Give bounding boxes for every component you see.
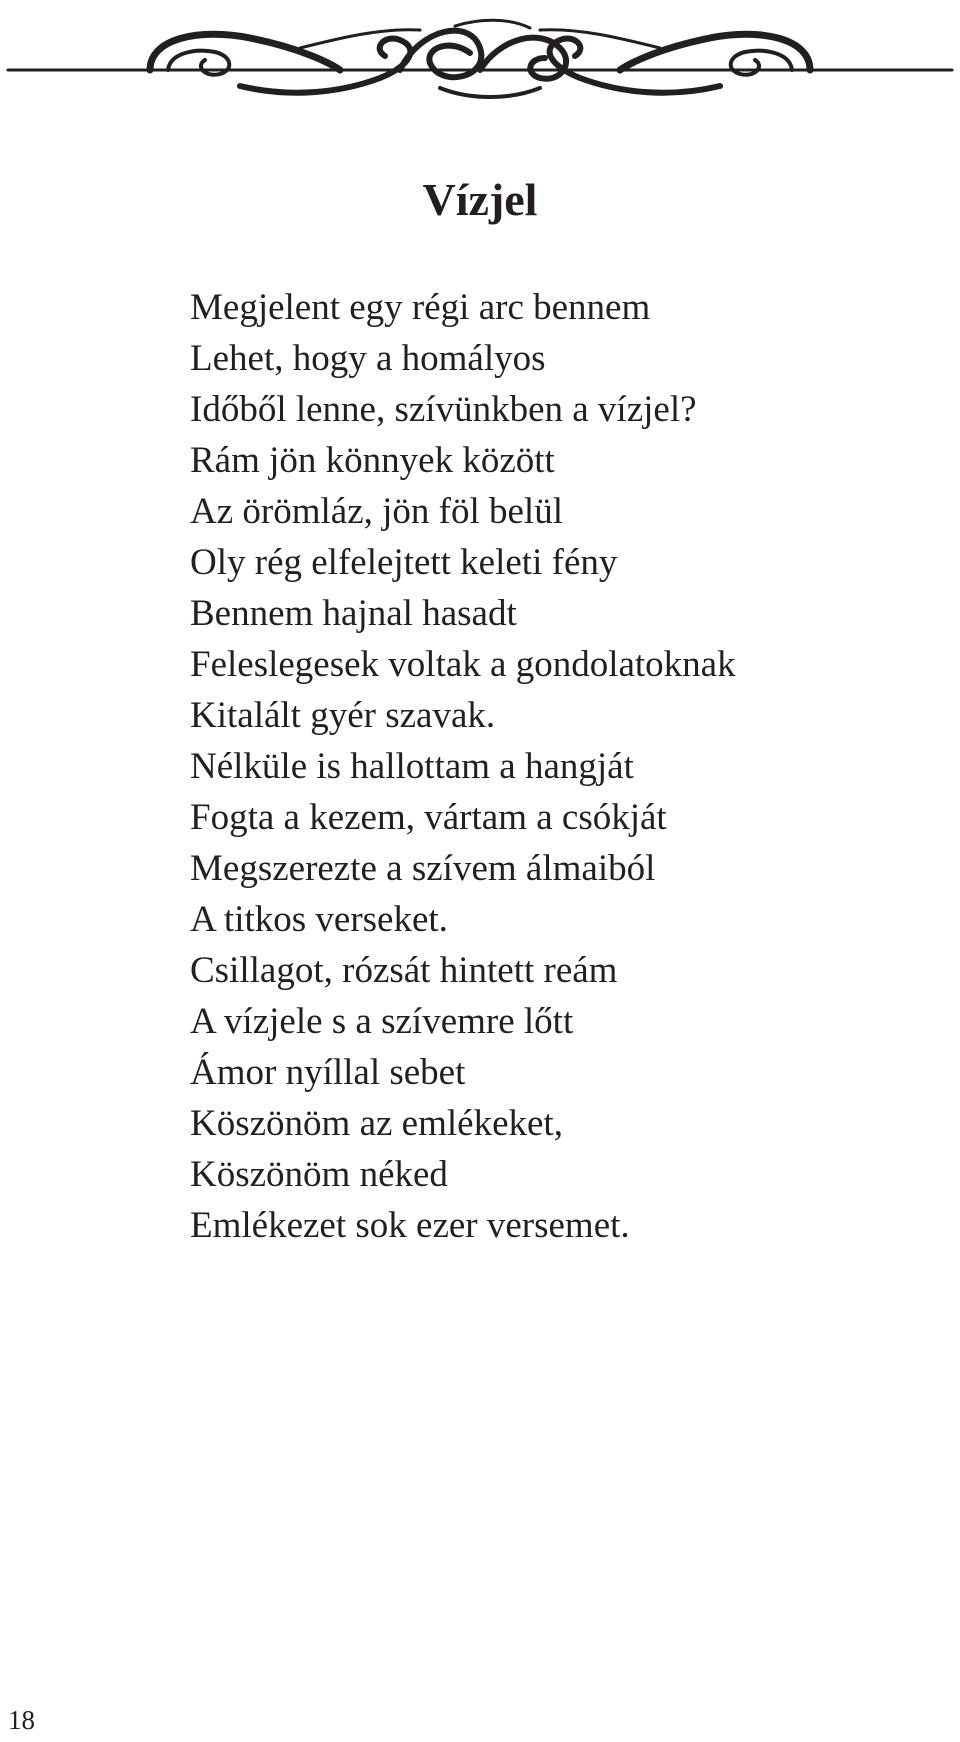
- poem-line: Rám jön könnyek között: [190, 440, 555, 481]
- poem-title: Vízjel: [422, 174, 538, 225]
- poem-line: Nélküle is hallottam a hangját: [190, 746, 634, 787]
- poem-line: Köszönöm néked: [190, 1154, 448, 1195]
- poem-line: A titkos verseket.: [190, 899, 448, 940]
- poem-line: Fogta a kezem, vártam a csókját: [190, 797, 667, 838]
- flourish-divider-icon: [0, 8, 960, 108]
- poem-line: A vízjele s a szívemre lőtt: [190, 1001, 574, 1042]
- poem-line: Időből lenne, szívünkben a vízjel?: [190, 389, 697, 430]
- poem-line: Megszerezte a szívem álmaiból: [190, 848, 656, 889]
- poem-line: Kitalált gyér szavak.: [190, 695, 496, 736]
- poem-line: Lehet, hogy a homályos: [190, 338, 546, 379]
- page-number: 18: [8, 1705, 35, 1735]
- poem-line: Oly rég elfelejtett keleti fény: [190, 542, 618, 583]
- poem-line: Csillagot, rózsát hintett reám: [190, 950, 618, 991]
- poem-line: Ámor nyíllal sebet: [190, 1052, 466, 1093]
- poem-line: Feleslegesek voltak a gondolatoknak: [190, 644, 736, 685]
- poem-line: Megjelent egy régi arc bennem: [190, 287, 651, 328]
- poem-line: Köszönöm az emlékeket,: [190, 1103, 563, 1144]
- poem-line: Emlékezet sok ezer versemet.: [190, 1205, 630, 1246]
- poem-line: Az örömláz, jön föl belül: [190, 491, 563, 532]
- poem-line: Bennem hajnal hasadt: [190, 593, 517, 634]
- poem-body: [190, 282, 736, 1251]
